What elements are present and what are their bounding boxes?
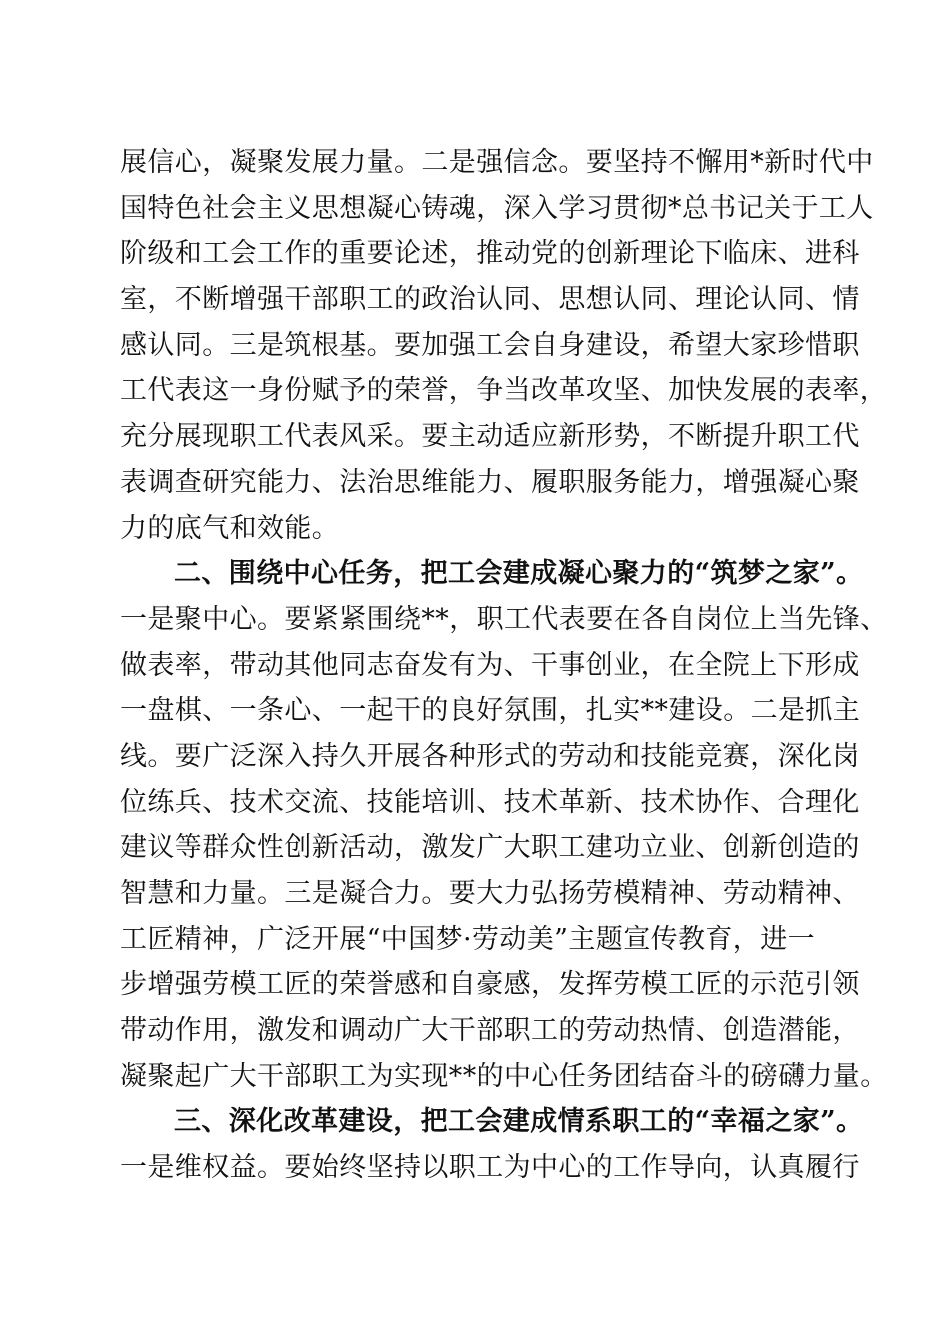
text-line: 线。要广泛深入持久开展各种形式的劳动和技能竞赛，深化岗 [120, 740, 860, 772]
text-line: 展信心，凝聚发展力量。二是强信念。要坚持不懈用*新时代中 [120, 147, 874, 178]
text-line: 室，不断增强干部职工的政治认同、思想认同、理论认同、情 [120, 284, 860, 316]
text-line: 凝聚起广大干部职工为实现**的中心任务团结奋斗的磅礴力量。 [120, 1060, 888, 1092]
text-line: 步增强劳模工匠的荣誉感和自豪感，发挥劳模工匠的示范引领 [120, 969, 860, 1001]
section-heading-text: 二、围绕中心任务，把工会建成凝心聚力的“筑梦之家”。 [174, 558, 864, 590]
text-line: 阶级和工会工作的重要论述，推动党的创新理论下临床、进科 [120, 238, 860, 270]
body-text [120, 140, 888, 1191]
text-line: 位练兵、技术交流、技能培训、技术革新、技术协作、合理化 [120, 786, 860, 818]
text-line: 一是聚中心。要紧紧围绕**，职工代表要在各自岗位上当先锋、 [120, 603, 888, 635]
section-heading-text: 三、深化改革建设，把工会建成情系职工的“幸福之家”。 [174, 1106, 864, 1138]
text-line: 一是维权益。要始终坚持以职工为中心的工作导向，认真履行 [120, 1152, 860, 1184]
text-line: 国特色社会主义思想凝心铸魂，深入学习贯彻*总书记关于工人 [120, 192, 874, 224]
section-heading-3 [120, 1099, 864, 1145]
text-line: 做表率，带动其他同志奋发有为、干事创业，在全院上下形成 [120, 649, 860, 681]
text-line: 一盘棋、一条心、一起干的良好氛围，扎实**建设。二是抓主 [120, 695, 861, 727]
text-line: 智慧和力量。三是凝合力。要大力弘扬劳模精神、劳动精神、 [120, 878, 860, 909]
text-line: 感认同。三是筑根基。要加强工会自身建设，希望大家珍惜职 [120, 329, 860, 361]
text-line: 工代表这一身份赋予的荣誉，争当改革攻坚、加快发展的表率， [120, 375, 888, 407]
text-line: 建议等群众性创新活动，激发广大职工建功立业、创新创造的 [120, 832, 860, 864]
text-line: 工匠精神，广泛开展“中国梦·劳动美”主题宣传教育，进一 [120, 923, 815, 955]
section-heading-2 [120, 551, 864, 597]
text-line: 表调查研究能力、法治思维能力、履职服务能力，增强凝心聚 [120, 466, 860, 498]
text-line: 充分展现职工代表风采。要主动适应新形势，不断提升职工代 [120, 421, 860, 453]
text-line: 带动作用，激发和调动广大干部职工的劳动热情、创造潜能， [120, 1015, 860, 1047]
text-line: 力的底气和效能。 [120, 512, 340, 544]
